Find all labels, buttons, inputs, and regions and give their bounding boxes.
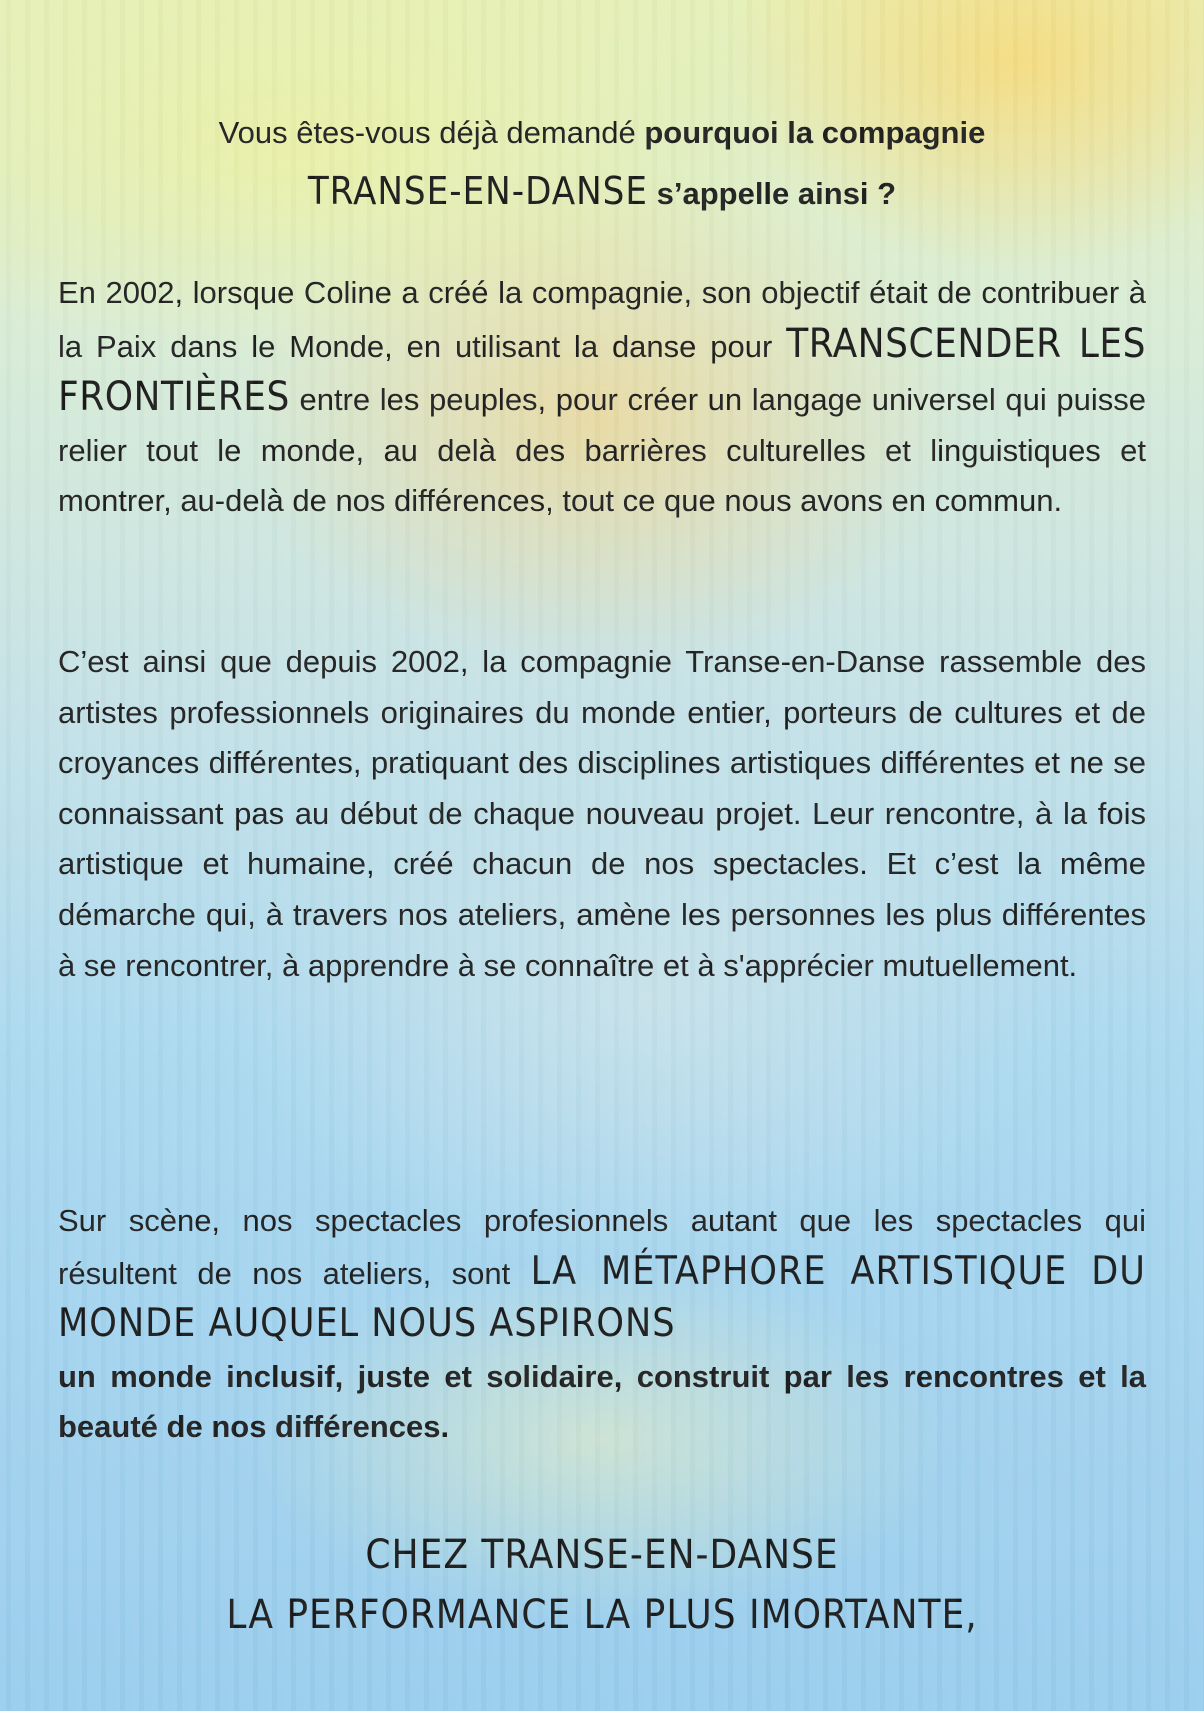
intro-bold-text: pourquoi la compagnie (644, 115, 986, 150)
company-name-handwritten: TRANSE-EN-DANSE (307, 169, 648, 213)
para1-text-start: En 2002, lorsque Coline a créé la compagnie, son objectif était de contribuer à la Paix dans le Monde, en utilisant la danse pour (58, 275, 1146, 364)
transcend-borders-handwritten: TRANSCENDER LES FRONTIÈRES (58, 320, 1146, 421)
intro-text: Vous êtes-vous déjà demandé (218, 115, 645, 150)
closing-line-1: CHEZ TRANSE-EN-DANSE (365, 1532, 839, 1578)
paragraph-artists: C’est ainsi que depuis 2002, la compagnie Transe-en-Danse rassemble des artistes professionnels originaires du monde entier, porteurs de cultures et de croyances différentes, pratiquant des disciplines artistiques différentes et ne se connaissant pas au début de chaque nouveau projet. Leur rencontre, à la fois artistique et humaine, créé chacun de nos spectacles. Et c’est la même démarche qui, à travers nos ateliers, amène les personnes les plus différentes à se rencontrer, à apprendre à se connaître et à s'apprécier mutuellement. (58, 644, 1146, 983)
para3-text-start: Sur scène, nos spectacles profesionnels autant que les spectacles qui résultent de nos ateliers, sont (58, 1203, 1146, 1291)
paragraph-stage (58, 1196, 1146, 1453)
closing-line-2: LA PERFORMANCE LA PLUS IMORTANTE, (226, 1592, 978, 1638)
para1-text-end: entre les peuples, pour créer un langage universel qui puisse relier tout le monde, au delà des barrières culturelles et linguistiques et montrer, au-delà de nos différences, tout ce que nous avons en commun. (58, 382, 1146, 519)
intro-question (58, 104, 1146, 223)
metaphor-handwritten: LA MÉTAPHORE ARTISTIQUE DU MONDE AUQUEL NOUS ASPIRONS (58, 1248, 1146, 1347)
paragraph-origin (58, 268, 1146, 527)
para3-bold-conclusion: un monde inclusif, juste et solidaire, construit par les rencontres et la beauté de nos différences. (58, 1358, 1146, 1445)
closing-statement (58, 1525, 1146, 1645)
intro-bold-end: s’appelle ainsi ? (648, 176, 897, 211)
